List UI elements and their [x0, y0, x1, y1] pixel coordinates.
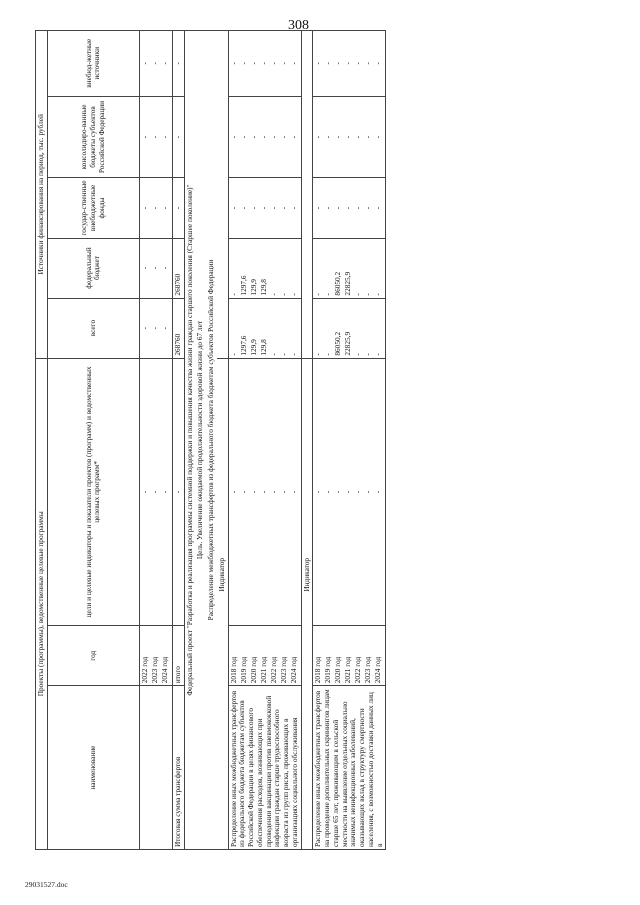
table-row-total	[172, 31, 184, 850]
col-state-funds-header: государ-ственные внебюджетные фонды	[47, 178, 139, 238]
col-name-header: наименование	[47, 686, 139, 850]
total-extrabudget: -	[172, 31, 184, 97]
distribution-line: Распределение межбюджетных трансфертов из федерального бюджета бюджетам субъектов Российской Федерации	[206, 31, 217, 850]
total-federal: 268760	[172, 238, 184, 298]
federal-project-title: Федеральный проект "Разработка и реализация программы системной поддержки и повышения качества жизни граждан старшего поколения (Старшее поколение)"	[184, 31, 195, 850]
total-sum: 268760	[172, 298, 184, 358]
sources-group-header: Источники финансирования на период, тыс. рублей	[36, 31, 48, 359]
total-goals: -	[172, 358, 184, 626]
page-number: 308	[288, 18, 309, 33]
col-federal-header: федеральный бюджет	[47, 238, 139, 298]
year-list: 2018 год 2019 год 2020 год 2021 год 2022 год 2023 год 2024 год	[228, 626, 301, 686]
row-name: Распределение иных межбюджетных трансфертов из федерального бюджета бюджетам субъектов Российской Федерации в целях финансового обеспечения расходов, возникающих при проведении вакцинации против пневмококковой инфекции граждан старше трудоспособного возраста из групп риска, проживающих в организациях социального обслуживания	[228, 686, 301, 850]
total-name: Итоговая сумма трансфертов	[172, 686, 184, 850]
col-extrabudget-header: внебюд-жетные источники	[47, 31, 139, 97]
year-list: 2018 год 2019 год 2020 год 2021 год 2022 год 2023 год 2024 год	[313, 626, 386, 686]
col-regional-header: консолидиро-ванные бюджеты субъектов Российской Федерации	[47, 96, 139, 178]
table-row-top-years: 2022 год 2023 год 2024 год - - - - - - - - - - - - - - - - - -	[139, 31, 172, 850]
document-id: 29031527.doc	[25, 880, 68, 889]
goal-line: Цель. Увеличение ожидаемой продолжительности здоровой жизни до 67 лет	[195, 31, 206, 850]
financing-table	[35, 30, 386, 850]
indicator-label-2: Индикатор	[301, 358, 313, 849]
col-goals-header: цели и целевые индикаторы и показатели проектов (программ) и ведомственных целевых программ*	[47, 358, 139, 626]
year-list: 2022 год 2023 год 2024 год	[139, 626, 172, 686]
col-year-header: год	[47, 626, 139, 686]
col-total-header: всего	[47, 298, 139, 358]
indicator-label-1: Индикатор	[217, 358, 228, 849]
rotated-table-area	[35, 30, 600, 850]
total-regional: -	[172, 96, 184, 178]
total-state-funds: -	[172, 178, 184, 238]
total-year: итого	[172, 626, 184, 686]
projects-group-header: Проекты (программы), ведомственные целевые программы	[36, 358, 48, 849]
table-row: Распределение иных межбюджетных трансфертов на проведение дополнительных скринингов лицам старше 65 лет, проживающим в сельской местности на выявление отдельных социально значимых неинфекционных заболеваний, оказывающих вклад в структуру смертности населения, с возможностью доставки данных лиц в 2018 год 2019 год 2020 год 2021 год 2022 год 2023 год 2024 год - - - - - - - - - 86050,2 22825,9 - - - - - 86050,2 22825,9 - - - - - - - - - - - - - - - - - - - - - - - -	[313, 31, 386, 850]
row-name: Распределение иных межбюджетных трансфертов на проведение дополнительных скринингов лицам старше 65 лет, проживающим в сельской местности на выявление отдельных социально значимых неинфекционных заболеваний, оказывающих вклад в структуру смертности населения, с возможностью доставки данных лиц в	[313, 686, 386, 850]
table-row: Распределение иных межбюджетных трансфертов из федерального бюджета бюджетам субъектов Российской Федерации в целях финансового обеспечения расходов, возникающих при проведении вакцинации против пневмококковой инфекции граждан старше трудоспособного возраста из групп риска, проживающих в организациях социального обслуживания 2018 год 2019 год 2020 год 2021 год 2022 год 2023 год 2024 год - - - - - - - - 1297,6 129,9 129,8 - - - - 1297,6 129,9 129,8 - - - - - - - - - - - - - - - - - - - - - - - -	[228, 31, 301, 850]
